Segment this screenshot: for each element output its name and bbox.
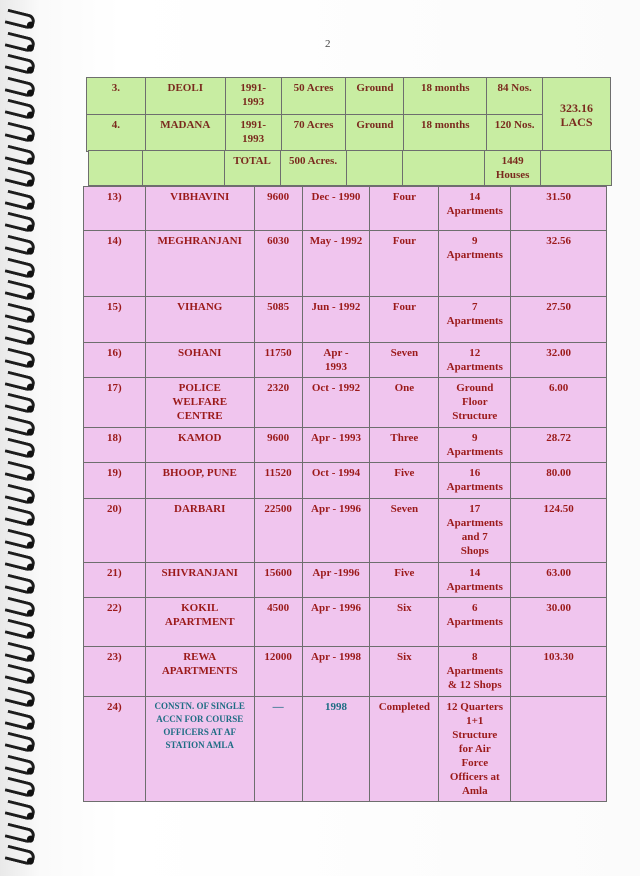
floors: Five — [370, 563, 439, 598]
period: 1991- 1993 — [225, 115, 281, 152]
project-name: SOHANI — [145, 343, 254, 378]
binding-ring — [5, 370, 37, 392]
spiral-binding — [0, 0, 46, 876]
floors: Three — [370, 428, 439, 463]
area-sqft: 9600 — [254, 428, 302, 463]
binding-ring — [5, 438, 37, 460]
binding-ring — [5, 574, 37, 596]
binding-ring — [5, 257, 37, 279]
binding-ring — [5, 822, 37, 844]
area-sqft: 11750 — [254, 343, 302, 378]
duration: 18 months — [404, 78, 487, 115]
row-number: 23) — [84, 647, 146, 697]
row-number: 18) — [84, 428, 146, 463]
area: 70 Acres — [281, 115, 346, 152]
binding-ring — [5, 235, 37, 257]
area-sqft: 9600 — [254, 187, 302, 231]
floors: Seven — [370, 343, 439, 378]
area-sqft: 5085 — [254, 297, 302, 343]
row-number: 13) — [84, 187, 146, 231]
binding-ring — [5, 687, 37, 709]
area-sqft: 11520 — [254, 463, 302, 499]
total-units: 1449 Houses — [485, 151, 541, 186]
table-row — [84, 231, 607, 297]
area-sqft: 2320 — [254, 378, 302, 428]
cost: 80.00 — [511, 463, 607, 499]
area: 50 Acres — [281, 78, 346, 115]
cost — [511, 697, 607, 802]
total-label: TOTAL — [224, 151, 280, 186]
units: Ground Floor Structure — [439, 378, 511, 428]
area-sqft: 4500 — [254, 598, 302, 647]
binding-ring — [5, 190, 37, 212]
area-sqft: 15600 — [254, 563, 302, 598]
period: 1991- 1993 — [225, 78, 281, 115]
floors: Five — [370, 463, 439, 499]
project-name: SHIVRANJANI — [145, 563, 254, 598]
row-number: 22) — [84, 598, 146, 647]
floors: Four — [370, 297, 439, 343]
binding-ring — [5, 99, 37, 121]
table-row — [84, 598, 607, 647]
project-name: BHOOP, PUNE — [145, 463, 254, 499]
total-table — [88, 150, 612, 186]
empty-cell — [89, 151, 143, 186]
completion-date: Dec - 1990 — [302, 187, 370, 231]
binding-ring — [5, 664, 37, 686]
binding-ring — [5, 642, 37, 664]
floors: One — [370, 378, 439, 428]
binding-ring — [5, 167, 37, 189]
cost: 31.50 — [511, 187, 607, 231]
completion-date: Apr - 1993 — [302, 428, 370, 463]
table-row — [84, 463, 607, 499]
cost: 32.00 — [511, 343, 607, 378]
completion-date: Jun - 1992 — [302, 297, 370, 343]
binding-ring — [5, 122, 37, 144]
binding-ring — [5, 483, 37, 505]
place-name: MADANA — [145, 115, 225, 152]
completion-date: Apr - 1996 — [302, 598, 370, 647]
binding-ring — [5, 77, 37, 99]
binding-ring — [5, 393, 37, 415]
area-sqft: 6030 — [254, 231, 302, 297]
units: 16 Apartments — [439, 463, 511, 499]
cost: 6.00 — [511, 378, 607, 428]
binding-ring — [5, 54, 37, 76]
completion-date: Apr - 1996 — [302, 499, 370, 563]
row-number: 24) — [84, 697, 146, 802]
binding-ring — [5, 461, 37, 483]
units: 9 Apartments — [439, 231, 511, 297]
project-name: KAMOD — [145, 428, 254, 463]
table-row — [84, 697, 607, 802]
units: 14 Apartments — [439, 563, 511, 598]
floors: Six — [370, 647, 439, 697]
project-name: REWA APARTMENTS — [145, 647, 254, 697]
row-number: 16) — [84, 343, 146, 378]
binding-ring — [5, 732, 37, 754]
page-number: 2 — [325, 38, 331, 50]
empty-cell — [346, 151, 403, 186]
row-number: 3. — [87, 78, 146, 115]
cost: 124.50 — [511, 499, 607, 563]
units: 12 Quarters 1+1 Structure for Air Force Officers at Amla — [439, 697, 511, 802]
projects-table — [83, 186, 607, 802]
row-number: 20) — [84, 499, 146, 563]
area-sqft: 22500 — [254, 499, 302, 563]
project-name: VIHANG — [145, 297, 254, 343]
floors: Completed — [370, 697, 439, 802]
cost: 103.30 — [511, 647, 607, 697]
row-number: 4. — [87, 115, 146, 152]
binding-ring — [5, 619, 37, 641]
project-name: POLICE WELFARE CENTRE — [145, 378, 254, 428]
table-row — [84, 563, 607, 598]
type: Ground — [346, 115, 404, 152]
binding-ring — [5, 755, 37, 777]
completion-date: Oct - 1992 — [302, 378, 370, 428]
binding-ring — [5, 800, 37, 822]
summary-table — [86, 77, 611, 152]
completion-date: May - 1992 — [302, 231, 370, 297]
completion-date: Apr -1996 — [302, 563, 370, 598]
binding-ring — [5, 845, 37, 867]
summary-cost: 323.16 LACS — [543, 78, 611, 152]
row-number: 17) — [84, 378, 146, 428]
binding-ring — [5, 303, 37, 325]
units: 17 Apartments and 7 Shops — [439, 499, 511, 563]
project-name: CONSTN. OF SINGLE ACCN FOR COURSE OFFICERS AT AF STATION AMLA — [145, 697, 254, 802]
binding-ring — [5, 144, 37, 166]
floors: Four — [370, 187, 439, 231]
binding-ring — [5, 777, 37, 799]
binding-ring — [5, 348, 37, 370]
units: 8 Apartments & 12 Shops — [439, 647, 511, 697]
summary-row — [87, 78, 611, 115]
project-name: MEGHRANJANI — [145, 231, 254, 297]
cost: 27.50 — [511, 297, 607, 343]
table-row — [84, 499, 607, 563]
units: 120 Nos. — [487, 115, 543, 152]
table-row — [84, 297, 607, 343]
units: 84 Nos. — [487, 78, 543, 115]
row-number: 14) — [84, 231, 146, 297]
row-number: 15) — [84, 297, 146, 343]
table-row — [84, 187, 607, 231]
table-row — [84, 343, 607, 378]
completion-date: Oct - 1994 — [302, 463, 370, 499]
row-number: 19) — [84, 463, 146, 499]
row-number: 21) — [84, 563, 146, 598]
completion-date: Apr - 1993 — [302, 343, 370, 378]
binding-ring — [5, 9, 37, 31]
binding-ring — [5, 325, 37, 347]
area-sqft: 12000 — [254, 647, 302, 697]
summary-row — [87, 115, 611, 152]
binding-ring — [5, 506, 37, 528]
completion-date: 1998 — [302, 697, 370, 802]
units: 12 Apartments — [439, 343, 511, 378]
floors: Six — [370, 598, 439, 647]
project-name: KOKIL APARTMENT — [145, 598, 254, 647]
area-sqft: — — [254, 697, 302, 802]
cost: 32.56 — [511, 231, 607, 297]
floors: Four — [370, 231, 439, 297]
floors: Seven — [370, 499, 439, 563]
total-area: 500 Acres. — [280, 151, 346, 186]
table-row — [84, 647, 607, 697]
binding-ring — [5, 212, 37, 234]
duration: 18 months — [404, 115, 487, 152]
total-row — [89, 151, 612, 186]
binding-ring — [5, 596, 37, 618]
binding-ring — [5, 31, 37, 53]
cost: 30.00 — [511, 598, 607, 647]
binding-ring — [5, 529, 37, 551]
units: 9 Apartments — [439, 428, 511, 463]
binding-ring — [5, 709, 37, 731]
cost: 28.72 — [511, 428, 607, 463]
units: 14 Apartments — [439, 187, 511, 231]
completion-date: Apr - 1998 — [302, 647, 370, 697]
table-row — [84, 428, 607, 463]
empty-cell — [142, 151, 224, 186]
units: 6 Apartments — [439, 598, 511, 647]
type: Ground — [346, 78, 404, 115]
table-row — [84, 378, 607, 428]
binding-ring — [5, 416, 37, 438]
units: 7 Apartments — [439, 297, 511, 343]
empty-cell — [403, 151, 485, 186]
binding-ring — [5, 551, 37, 573]
cost: 63.00 — [511, 563, 607, 598]
project-name: VIBHAVINI — [145, 187, 254, 231]
project-name: DARBARI — [145, 499, 254, 563]
binding-ring — [5, 280, 37, 302]
empty-cell — [541, 151, 612, 186]
place-name: DEOLI — [145, 78, 225, 115]
